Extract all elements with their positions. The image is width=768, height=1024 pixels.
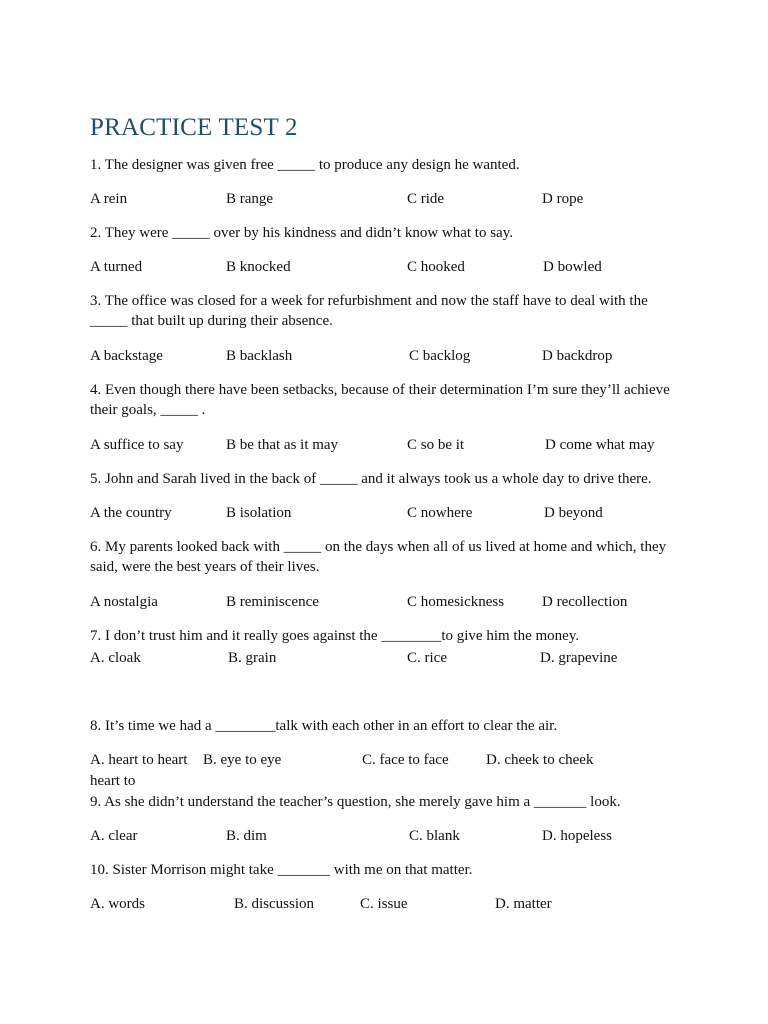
q7-option-c: C. rice bbox=[407, 650, 447, 666]
q1-option-a: A rein bbox=[90, 191, 128, 207]
q3-option-c: C backlog bbox=[409, 348, 471, 364]
q7-option-d: D. grapevine bbox=[540, 650, 618, 666]
q1-option-c: C ride bbox=[407, 191, 445, 207]
q9-option-a: A. clear bbox=[90, 828, 138, 844]
q1-option-b: B range bbox=[226, 191, 274, 207]
q6-option-d: D recollection bbox=[542, 594, 628, 610]
q10-option-d: D. matter bbox=[495, 896, 552, 912]
q3-option-a: A backstage bbox=[90, 348, 163, 364]
q6-option-c: C homesickness bbox=[407, 594, 505, 610]
q9-option-d: D. hopeless bbox=[542, 828, 612, 844]
q7-option-b: B. grain bbox=[228, 650, 277, 666]
q4-option-b: B be that as it may bbox=[226, 437, 339, 453]
q5-option-a: A the country bbox=[90, 505, 172, 521]
q6-option-b: B reminiscence bbox=[226, 594, 319, 610]
q2-option-b: B knocked bbox=[226, 259, 291, 275]
q10-option-c: C. issue bbox=[360, 896, 408, 912]
page-title: PRACTICE TEST 2 bbox=[90, 114, 298, 141]
q6-option-a: A nostalgia bbox=[90, 594, 158, 610]
question-7: 7. I don’t trust him and it really goes against the ________to give him the money. bbox=[90, 628, 580, 644]
q1-option-d: D rope bbox=[542, 191, 584, 207]
q5-option-d: D beyond bbox=[544, 505, 603, 521]
q8-extra-text: heart to bbox=[90, 773, 136, 789]
q8-option-d: D. cheek to cheek bbox=[486, 752, 594, 768]
question-2: 2. They were _____ over by his kindness and didn’t know what to say. bbox=[90, 225, 513, 241]
q4-option-d: D come what may bbox=[545, 437, 655, 453]
q2-option-a: A turned bbox=[90, 259, 143, 275]
q7-option-a: A. cloak bbox=[90, 650, 141, 666]
q2-option-c: C hooked bbox=[407, 259, 465, 275]
question-10: 10. Sister Morrison might take _______ with me on that matter. bbox=[90, 862, 473, 878]
question-3: 3. The office was closed for a week for refurbishment and now the staff have to deal with the _____ that built up during their absence. bbox=[90, 293, 648, 329]
question-4: 4. Even though there have been setbacks, because of their determination I’m sure they’ll achieve their goals, _____ . bbox=[90, 382, 670, 418]
q3-option-b: B backlash bbox=[226, 348, 293, 364]
q10-option-a: A. words bbox=[90, 896, 145, 912]
q3-option-d: D backdrop bbox=[542, 348, 613, 364]
q4-option-c: C so be it bbox=[407, 437, 465, 453]
question-8: 8. It’s time we had a ________talk with each other in an effort to clear the air. bbox=[90, 718, 558, 734]
q9-option-b: B. dim bbox=[226, 828, 267, 844]
q4-option-a: A suffice to say bbox=[90, 437, 184, 453]
question-1: 1. The designer was given free _____ to produce any design he wanted. bbox=[90, 157, 520, 173]
q5-option-b: B isolation bbox=[226, 505, 292, 521]
q10-option-b: B. discussion bbox=[234, 896, 315, 912]
question-5: 5. John and Sarah lived in the back of _____ and it always took us a whole day to drive there. bbox=[90, 471, 652, 487]
q9-option-c: C. blank bbox=[409, 828, 460, 844]
q8-option-c: C. face to face bbox=[362, 752, 449, 768]
q5-option-c: C nowhere bbox=[407, 505, 473, 521]
q8-option-b: B. eye to eye bbox=[203, 752, 282, 768]
q2-option-d: D bowled bbox=[543, 259, 602, 275]
question-6: 6. My parents looked back with _____ on the days when all of us lived at home and which, they said, were the best years of their lives. bbox=[90, 539, 667, 575]
q8-option-a: A. heart to heart bbox=[90, 752, 188, 768]
question-9: 9. As she didn’t understand the teacher’s question, she merely gave him a _______ look. bbox=[90, 794, 621, 810]
